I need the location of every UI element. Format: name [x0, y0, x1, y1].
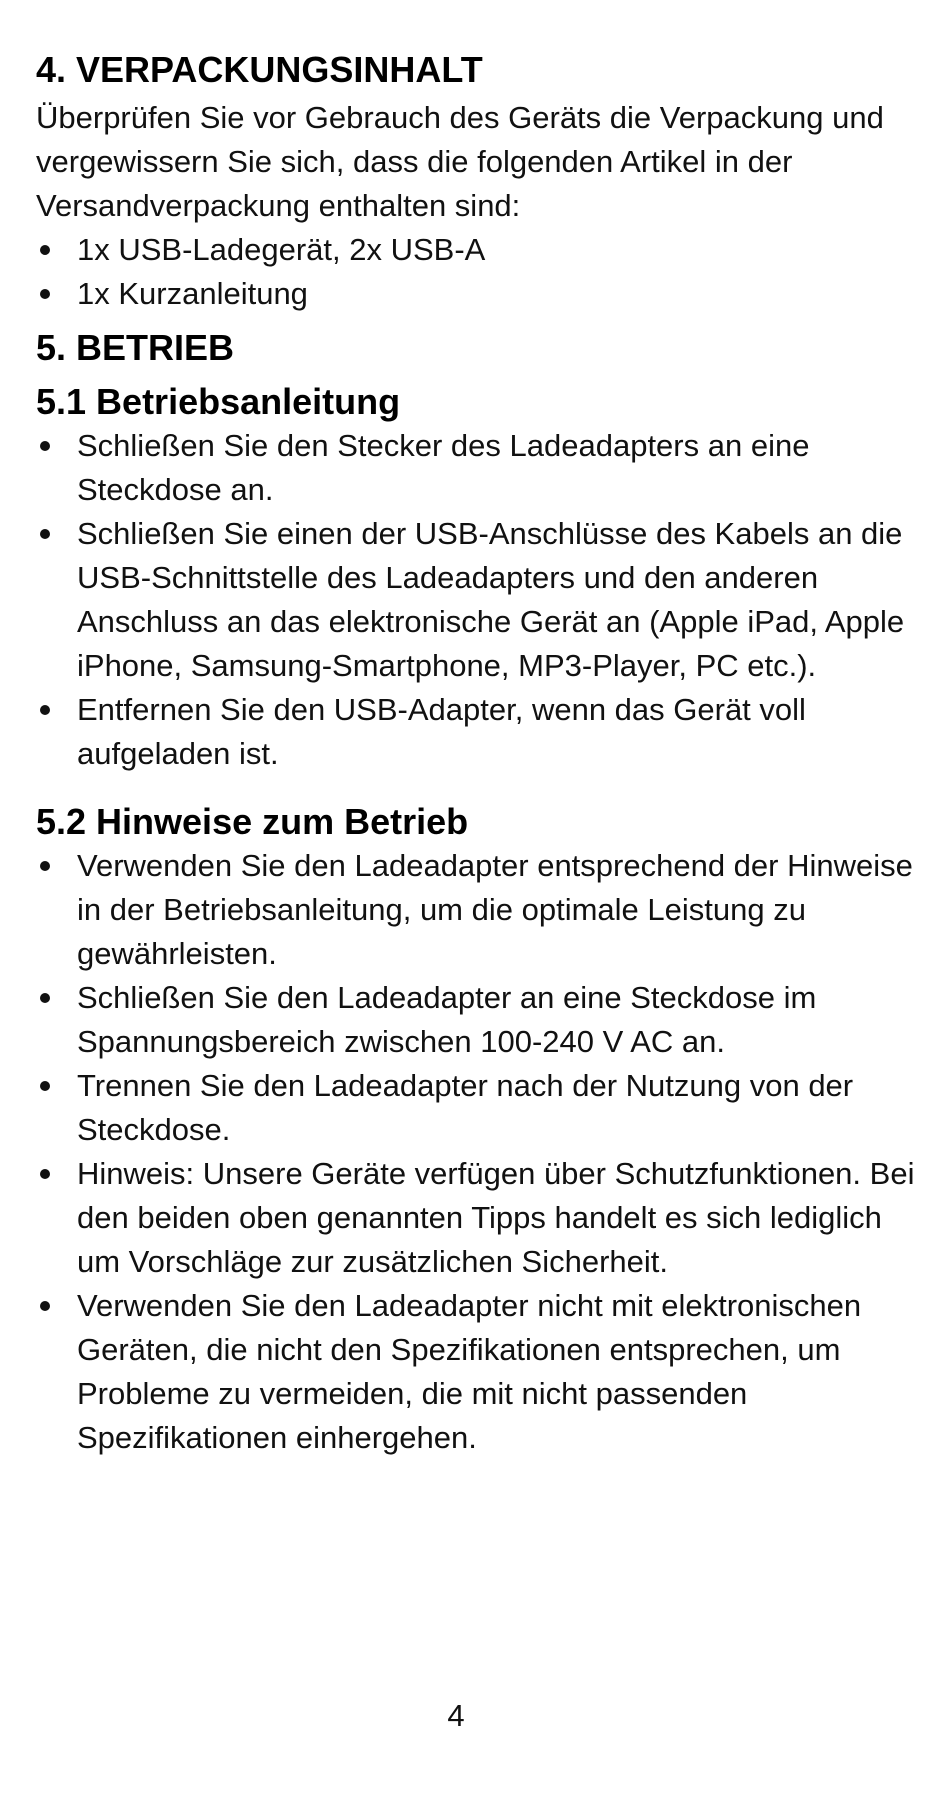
list-item	[36, 688, 916, 776]
list-item	[36, 272, 916, 316]
list-item	[36, 512, 916, 688]
bullet-icon	[40, 705, 50, 715]
bullet-icon	[40, 289, 50, 299]
list-item-text: Schließen Sie einen der USB-Anschlüsse des Kabels an die USB-Schnittstelle des Ladeadapters und den anderen Anschluss an das elektronische Gerät an (Apple iPad, Apple iPhone, Samsung-Smartphone, MP3-Player, PC etc.).	[77, 516, 905, 683]
section-5-2-heading: 5.2 Hinweise zum Betrieb	[36, 801, 469, 842]
list-item-text: Trennen Sie den Ladeadapter nach der Nutzung von der Steckdose.	[77, 1068, 854, 1147]
bullet-icon	[40, 1081, 50, 1091]
package-contents-list	[36, 228, 916, 316]
list-item-text: Schließen Sie den Stecker des Ladeadapters an eine Steckdose an.	[77, 428, 810, 507]
section-4-intro: Überprüfen Sie vor Gebrauch des Geräts die Verpackung und vergewissern Sie sich, dass die folgenden Artikel in der Versandverpackung enthalten sind:	[36, 100, 884, 223]
list-item	[36, 844, 916, 976]
section-4-heading: 4. VERPACKUNGSINHALT	[36, 49, 483, 90]
manual-page	[36, 48, 916, 1460]
operating-notes-list	[36, 844, 916, 1460]
list-item	[36, 1152, 916, 1284]
section-5-1-heading: 5.1 Betriebsanleitung	[36, 381, 401, 422]
list-item-text: Verwenden Sie den Ladeadapter entsprechend der Hinweise in der Betriebsanleitung, um die optimale Leistung zu gewährleisten.	[77, 848, 913, 971]
page-number: 4	[447, 1698, 465, 1733]
bullet-icon	[40, 529, 50, 539]
bullet-icon	[40, 245, 50, 255]
list-item	[36, 1064, 916, 1152]
section-5-heading: 5. BETRIEB	[36, 327, 235, 368]
bullet-icon	[40, 861, 50, 871]
list-item	[36, 424, 916, 512]
list-item	[36, 976, 916, 1064]
list-item-text: Verwenden Sie den Ladeadapter nicht mit elektronischen Geräten, die nicht den Spezifikationen entsprechen, um Probleme zu vermeiden, die mit nicht passenden Spezifikationen einhergehen.	[77, 1288, 862, 1455]
list-item-text: 1x USB-Ladegerät, 2x USB-A	[77, 232, 486, 267]
bullet-icon	[40, 441, 50, 451]
list-item-text: Hinweis: Unsere Geräte verfügen über Schutzfunktionen. Bei den beiden oben genannten Tipps handelt es sich lediglich um Vorschläge zur zusätzlichen Sicherheit.	[77, 1156, 915, 1279]
bullet-icon	[40, 993, 50, 1003]
list-item-text: Entfernen Sie den USB-Adapter, wenn das Gerät voll aufgeladen ist.	[77, 692, 806, 771]
list-item-text: 1x Kurzanleitung	[77, 276, 308, 311]
list-item	[36, 228, 916, 272]
list-item	[36, 1284, 916, 1460]
list-item-text: Schließen Sie den Ladeadapter an eine Steckdose im Spannungsbereich zwischen 100-240 V AC an.	[77, 980, 817, 1059]
bullet-icon	[40, 1169, 50, 1179]
bullet-icon	[40, 1301, 50, 1311]
operating-instructions-list	[36, 424, 916, 776]
